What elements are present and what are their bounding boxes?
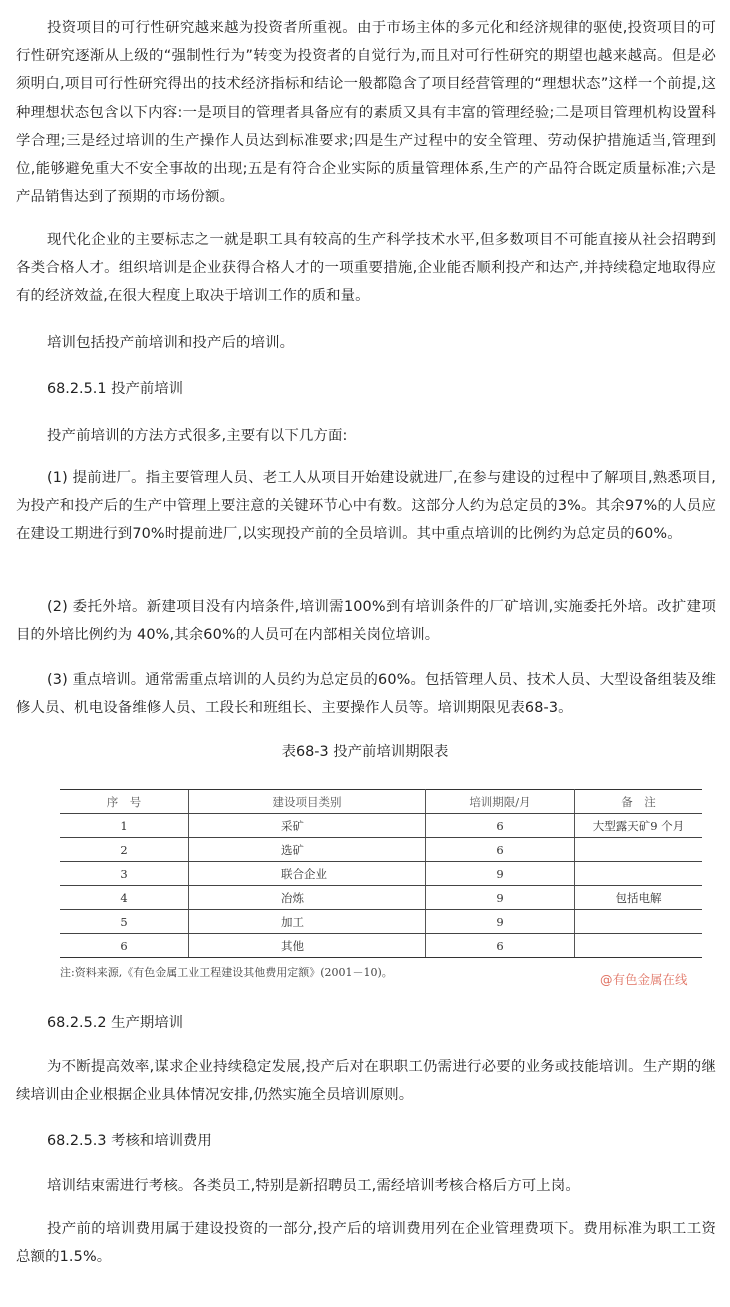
section-heading-production-period: 68.2.5.2 生产期培训 [47,1015,184,1031]
paragraph-item-3: (3) 重点培训。通常需重点培训的人员约为总定员的60%。包括管理人员、技术人员、大型设备组装及维修人员、机电设备维修人员、工段长和班组长、主要操作人员等。培训期限见表68-3。 [16,672,716,717]
cell-remark [575,934,703,958]
cell-remark: 大型露天矿9 个月 [575,814,703,838]
cell-category: 冶炼 [189,886,426,910]
table-row [60,910,702,934]
cell-remark [575,910,703,934]
cell-serial: 6 [60,934,189,958]
section-heading-assessment-cost: 68.2.5.3 考核和培训费用 [47,1133,212,1149]
paragraph-feasibility: 投资项目的可行性研究越来越为投资者所重视。由于市场主体的多元化和经济规律的驱使,投资项目的可行性研究逐渐从上级的“强制性行为”转变为投资者的自觉行为,而且对可行性研究的期望也越来越高。但是必须明白,项目可行性研究得出的技术经济指标和结论一般都隐含了项目经营管理的“理想状态”这样一个前提,这种理想状态包含以下内容:一是项目的管理者具备应有的素质又具有丰富的管理经验;二是项目管理机构设置科学合理;三是经过培训的生产操作人员达到标准要求;四是生产过程中的安全管理、劳动保护措施适当,管理到位,能够避免重大不安全事故的出现;五是有符合企业实际的质量管理体系,生产的产品符合既定质量标准;六是产品销售达到了预期的市场份额。 [16,20,716,206]
header-category: 建设项目类别 [189,790,426,814]
table-header-row [60,790,702,814]
cell-serial: 1 [60,814,189,838]
cell-period: 9 [426,886,575,910]
watermark-text: @有色金属在线 [600,972,688,987]
header-serial: 序 号 [60,790,189,814]
table-row [60,862,702,886]
cell-remark [575,838,703,862]
paragraph-methods-intro: 投产前培训的方法方式很多,主要有以下几方面: [47,428,348,444]
paragraph-modern-enterprise: 现代化企业的主要标志之一就是职工具有较高的生产科学技术水平,但多数项目不可能直接从社会招聘到各类合格人才。组织培训是企业获得合格人才的一项重要措施,企业能否顺利投产和达产,并持续稳定地取得应有的经济效益,在很大程度上取决于培训工作的质和量。 [16,232,716,305]
cell-serial: 3 [60,862,189,886]
cell-category: 其他 [189,934,426,958]
table-source-note: 注:资料来源,《有色金属工业工程建设其他费用定额》(2001－10)。 [60,966,393,979]
table-row [60,838,702,862]
cell-period: 9 [426,862,575,886]
paragraph-training-scope: 培训包括投产前培训和投产后的培训。 [47,335,295,351]
table-caption: 表68-3 投产前培训期限表 [281,744,449,760]
table-row [60,934,702,958]
cell-serial: 5 [60,910,189,934]
cell-category: 选矿 [189,838,426,862]
cell-serial: 2 [60,838,189,862]
cell-period: 6 [426,814,575,838]
paragraph-training-cost: 投产前的培训费用属于建设投资的一部分,投产后的培训费用列在企业管理费项下。费用标准为职工工资总额的1.5%。 [16,1221,716,1266]
cell-period: 9 [426,910,575,934]
cell-serial: 4 [60,886,189,910]
cell-remark: 包括电解 [575,886,703,910]
header-period: 培训期限/月 [426,790,575,814]
paragraph-item-1: (1) 提前进厂。指主要管理人员、老工人从项目开始建设就进厂,在参与建设的过程中了解项目,熟悉项目,为投产和投产后的生产中管理上要注意的关键环节心中有数。这部分人约为总定员的3%。其余97%的人员应在建设工期进行到70%时提前进厂,以实现投产前的全员培训。其中重点培训的比例约为总定员的60%。 [16,470,716,543]
cell-category: 加工 [189,910,426,934]
cell-period: 6 [426,838,575,862]
paragraph-assessment: 培训结束需进行考核。各类员工,特别是新招聘员工,需经培训考核合格后方可上岗。 [47,1178,580,1194]
paragraph-production-training: 为不断提高效率,谋求企业持续稳定发展,投产后对在职职工仍需进行必要的业务或技能培训。生产期的继续培训由企业根据企业具体情况安排,仍然实施全员培训原则。 [16,1059,716,1104]
table-row [60,886,702,910]
training-period-table [60,789,702,958]
cell-category: 采矿 [189,814,426,838]
cell-category: 联合企业 [189,862,426,886]
section-heading-pre-production: 68.2.5.1 投产前培训 [47,381,184,397]
cell-period: 6 [426,934,575,958]
header-remark: 备 注 [575,790,703,814]
cell-remark [575,862,703,886]
paragraph-item-2: (2) 委托外培。新建项目没有内培条件,培训需100%到有培训条件的厂矿培训,实施委托外培。改扩建项目的外培比例约为 40%,其余60%的人员可在内部相关岗位培训。 [16,599,716,644]
table-row [60,814,702,838]
